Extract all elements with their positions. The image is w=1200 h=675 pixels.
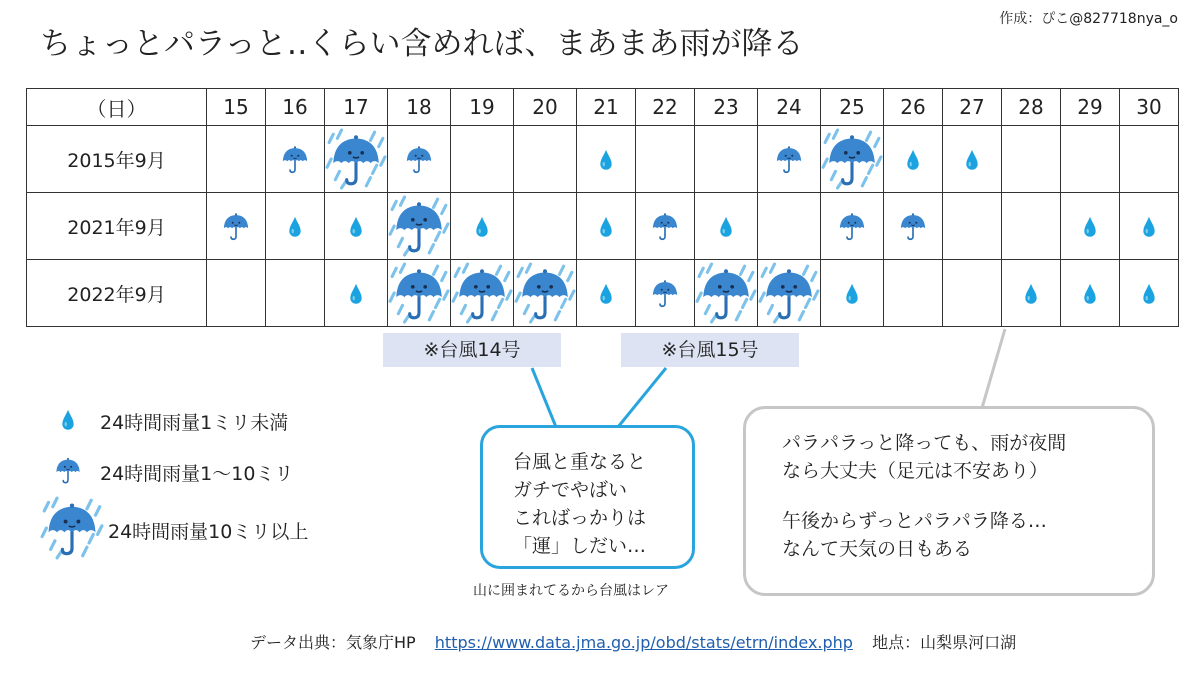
raindrop-icon [1132, 209, 1166, 243]
day-cell [758, 260, 821, 327]
heavy-rain-umbrella-icon [514, 262, 576, 324]
raindrop-icon [835, 276, 869, 310]
day-cell [325, 260, 388, 327]
raindrop-icon [278, 209, 312, 243]
day-cell [821, 126, 884, 193]
table-row [27, 126, 1179, 193]
legend-label-drop: 24時間雨量1ミリ未満 [100, 412, 289, 434]
legend-label-umbrella: 24時間雨量1〜10ミリ [100, 463, 294, 485]
callout-line: パラパラっと降っても、雨が夜間 [782, 432, 1067, 454]
day-cell [758, 126, 821, 193]
heavy-rain-umbrella-icon [821, 128, 883, 190]
umbrella-icon [38, 448, 100, 497]
month-label: 2021年9月 [27, 193, 207, 260]
umbrella-icon [829, 203, 875, 249]
day-cell [884, 193, 943, 260]
day-cell [1120, 126, 1179, 193]
day-header: 30 [1120, 89, 1179, 126]
day-cell [325, 126, 388, 193]
day-cell [943, 193, 1002, 260]
day-header: 20 [514, 89, 577, 126]
day-cell [451, 126, 514, 193]
rain-calendar-table [26, 88, 1179, 327]
author-credit: 作成：ぴこ@827718nya_o [999, 11, 1178, 27]
day-header: 21 [577, 89, 636, 126]
month-label: 2022年9月 [27, 260, 207, 327]
day-cell [636, 126, 695, 193]
drizzle-callout [743, 406, 1155, 596]
day-header: 26 [884, 89, 943, 126]
day-cell [1061, 193, 1120, 260]
day-cell [266, 260, 325, 327]
heavy-rain-umbrella-icon [38, 496, 108, 565]
day-cell [388, 260, 451, 327]
month-label: 2015年9月 [27, 126, 207, 193]
day-cell [884, 260, 943, 327]
day-cell [943, 126, 1002, 193]
source-location: 地点：山梨県河口湖 [872, 633, 1017, 652]
typhoon-rare-note: 山に囲まれてるから台風はレア [473, 583, 669, 599]
day-cell [695, 260, 758, 327]
heavy-rain-umbrella-icon [695, 262, 757, 324]
heavy-rain-umbrella-icon [325, 128, 387, 190]
raindrop-icon [589, 142, 623, 176]
day-header: 17 [325, 89, 388, 126]
legend-item-heavy [38, 496, 308, 565]
raindrop-icon [589, 209, 623, 243]
day-cell [821, 193, 884, 260]
day-cell [1120, 193, 1179, 260]
day-cell [1002, 126, 1061, 193]
typhoon-15-label: ※台風15号 [621, 333, 799, 367]
raindrop-icon [339, 209, 373, 243]
day-cell [207, 260, 266, 327]
umbrella-icon [766, 136, 812, 182]
raindrop-icon [589, 276, 623, 310]
day-cell [1120, 260, 1179, 327]
day-cell [207, 126, 266, 193]
day-header: 16 [266, 89, 325, 126]
day-cell [514, 260, 577, 327]
day-cell [514, 193, 577, 260]
raindrop-icon [38, 402, 100, 441]
day-cell [758, 193, 821, 260]
source-link[interactable]: https://www.data.jma.go.jp/obd/stats/etrn/index.php [434, 633, 853, 652]
day-header: 24 [758, 89, 821, 126]
day-cell [943, 260, 1002, 327]
raindrop-icon [339, 276, 373, 310]
day-cell [1061, 260, 1120, 327]
day-cell [695, 193, 758, 260]
day-cell [636, 260, 695, 327]
raindrop-icon [709, 209, 743, 243]
typhoon-14-label: ※台風14号 [383, 333, 561, 367]
heavy-rain-umbrella-icon [451, 262, 513, 324]
day-cell [451, 193, 514, 260]
day-cell [266, 126, 325, 193]
callout-line: 台風と重なると [513, 451, 647, 473]
day-header: 15 [207, 89, 266, 126]
day-cell [884, 126, 943, 193]
day-header: 23 [695, 89, 758, 126]
callout-line: こればっかりは [513, 507, 647, 529]
legend-label-heavy: 24時間雨量10ミリ以上 [108, 521, 309, 543]
day-cell [451, 260, 514, 327]
drizzle-connector [982, 329, 1005, 408]
callout-line: なんて天気の日もある [782, 538, 973, 560]
umbrella-icon [890, 203, 936, 249]
day-cell [266, 193, 325, 260]
day-cell [577, 193, 636, 260]
day-cell [1002, 260, 1061, 327]
day-cell [1061, 126, 1120, 193]
table-header-row [27, 89, 1179, 126]
raindrop-icon [896, 142, 930, 176]
day-cell [636, 193, 695, 260]
umbrella-icon [642, 203, 688, 249]
typhoon-connector-left [532, 368, 556, 427]
callout-line: なら大丈夫（足元は不安あり） [782, 460, 1049, 482]
raindrop-icon [1073, 209, 1107, 243]
raindrop-icon [1073, 276, 1107, 310]
raindrop-icon [955, 142, 989, 176]
day-cell [388, 126, 451, 193]
callout-line: 午後からずっとパラパラ降る… [782, 510, 1047, 532]
day-cell [325, 193, 388, 260]
data-source [250, 630, 1016, 653]
day-header: 27 [943, 89, 1002, 126]
umbrella-icon [642, 270, 688, 316]
callout-line: 「運」しだい… [513, 535, 647, 557]
table-body [27, 126, 1179, 327]
heavy-rain-umbrella-icon [388, 262, 450, 324]
day-cell [514, 126, 577, 193]
day-cell [577, 260, 636, 327]
page-title: ちょっとパラっと‥くらい含めれば、まあまあ雨が降る [40, 26, 804, 62]
legend-item-drop [38, 402, 288, 441]
day-header: 28 [1002, 89, 1061, 126]
callout-line: ガチでやばい [513, 479, 628, 501]
typhoon-callout [480, 425, 695, 569]
day-cell [1002, 193, 1061, 260]
day-cell [577, 126, 636, 193]
legend-item-umbrella [38, 448, 293, 497]
day-header: 22 [636, 89, 695, 126]
umbrella-icon [272, 136, 318, 182]
day-header: 18 [388, 89, 451, 126]
day-cell [695, 126, 758, 193]
day-cell [388, 193, 451, 260]
corner-label: （日） [27, 89, 207, 126]
typhoon-connector-right [618, 368, 666, 427]
heavy-rain-umbrella-icon [758, 262, 820, 324]
umbrella-icon [213, 203, 259, 249]
heavy-rain-umbrella-icon [388, 195, 450, 257]
day-header: 25 [821, 89, 884, 126]
table-row [27, 193, 1179, 260]
source-prefix: データ出典：気象庁HP [250, 633, 416, 652]
umbrella-icon [396, 136, 442, 182]
day-header: 29 [1061, 89, 1120, 126]
day-cell [821, 260, 884, 327]
raindrop-icon [1014, 276, 1048, 310]
raindrop-icon [465, 209, 499, 243]
day-cell [207, 193, 266, 260]
day-header: 19 [451, 89, 514, 126]
raindrop-icon [1132, 276, 1166, 310]
table-row [27, 260, 1179, 327]
